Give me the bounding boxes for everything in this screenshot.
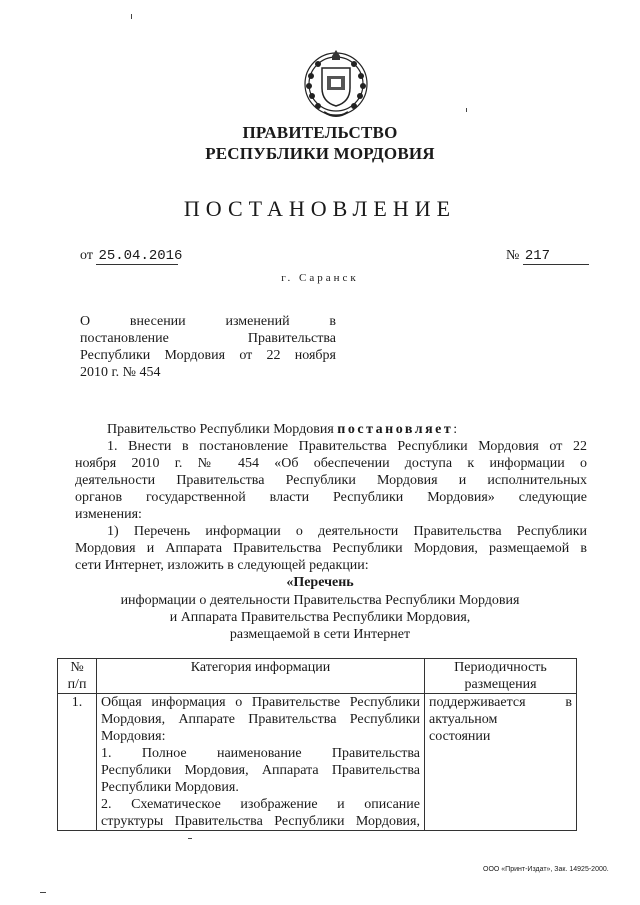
scan-speck	[40, 892, 46, 893]
category-line: 2. Схематическое изображение и описание	[101, 797, 420, 812]
city: г. Саранск	[281, 272, 359, 284]
row-num: 1.	[58, 694, 97, 831]
subject-line: 2010 г. № 454	[80, 365, 161, 380]
header-num-line: №	[70, 660, 84, 675]
list-title: «Перечень	[286, 575, 354, 590]
header-period-line: размещения	[464, 677, 537, 692]
item1-line: ноября 2010 г. № 454 «Об обеспечении доступа к информации о	[75, 456, 587, 471]
document-type: ПОСТАНОВЛЕНИЕ	[183, 196, 457, 221]
header-num	[58, 659, 97, 694]
period-line: состоянии	[429, 729, 491, 744]
date-line	[80, 248, 183, 265]
intro-paragraph	[75, 421, 587, 438]
number-line	[506, 248, 589, 265]
number-prefix: №	[506, 248, 520, 263]
row-category	[97, 694, 425, 831]
category-line: Мордовия:	[101, 729, 166, 744]
subject-line: Республики Мордовия от 22 ноября	[80, 348, 336, 363]
subject-block	[80, 313, 336, 381]
document-number: 217	[523, 248, 589, 265]
item1-line: 1. Внести в постановление Правительства Республики Мордовия от 22	[107, 439, 587, 454]
category-line: Республики Мордовия, Аппарата Правительства	[101, 763, 420, 778]
table-header-row	[58, 659, 577, 694]
intro-end: :	[453, 422, 458, 437]
republic-title: РЕСПУБЛИКИ МОРДОВИЯ	[205, 144, 435, 163]
scan-speck	[466, 108, 467, 112]
list-subtitle-line: и Аппарата Правительства Республики Мордовия,	[169, 610, 471, 625]
subject-line: О внесении изменений в	[80, 314, 336, 329]
category-line: структуры Правительства Республики Мордовия,	[101, 814, 420, 829]
list-subtitle-line: размещаемой в сети Интернет	[229, 627, 411, 642]
sub1-line: 1) Перечень информации о деятельности Правительства Республики	[107, 524, 587, 539]
item1-line: органов государственной власти Республики Мордовия» следующие	[75, 490, 587, 505]
printer-imprint: ООО «Принт-Издат», Зак. 14925-2000.	[483, 866, 609, 873]
intro-keyword: постановляет	[337, 422, 454, 437]
row-period	[425, 694, 577, 831]
table-row	[58, 694, 577, 831]
item1-line: деятельности Правительства Республики Мордовия и исполнительных	[75, 473, 587, 488]
scan-speck	[188, 838, 192, 839]
sub1-line: Мордовия и Аппарата Правительства Республики Мордовия, размещаемой в	[75, 541, 587, 556]
header-num-line: п/п	[67, 677, 87, 692]
period-line: поддерживается в	[429, 695, 572, 710]
header-category: Категория информации	[97, 659, 425, 694]
document-date: 25.04.2016	[98, 248, 183, 264]
intro-text: Правительство Республики Мордовия	[107, 422, 338, 437]
list-subtitle-line: информации о деятельности Правительства Республики Мордовия	[120, 593, 520, 608]
header-period	[425, 659, 577, 694]
info-table	[57, 658, 577, 831]
period-line: актуальном	[429, 712, 498, 727]
government-title: ПРАВИТЕЛЬСТВО	[242, 123, 398, 142]
date-prefix: от	[80, 248, 93, 263]
coat-of-arms-icon	[298, 40, 374, 124]
category-line: Республики Мордовия.	[101, 780, 239, 795]
body-text	[75, 421, 587, 574]
sub1-line: сети Интернет, изложить в следующей редакции:	[75, 558, 369, 573]
category-line: Общая информация о Правительстве Республики	[101, 695, 420, 710]
scan-speck	[131, 14, 132, 19]
header-period-line: Периодичность	[454, 660, 547, 675]
item1-line: изменения:	[75, 507, 142, 522]
category-line: 1. Полное наименование Правительства	[101, 746, 420, 761]
subject-line: постановление Правительства	[80, 331, 336, 346]
category-line: Мордовия, Аппарате Правительства Республики	[101, 712, 420, 727]
